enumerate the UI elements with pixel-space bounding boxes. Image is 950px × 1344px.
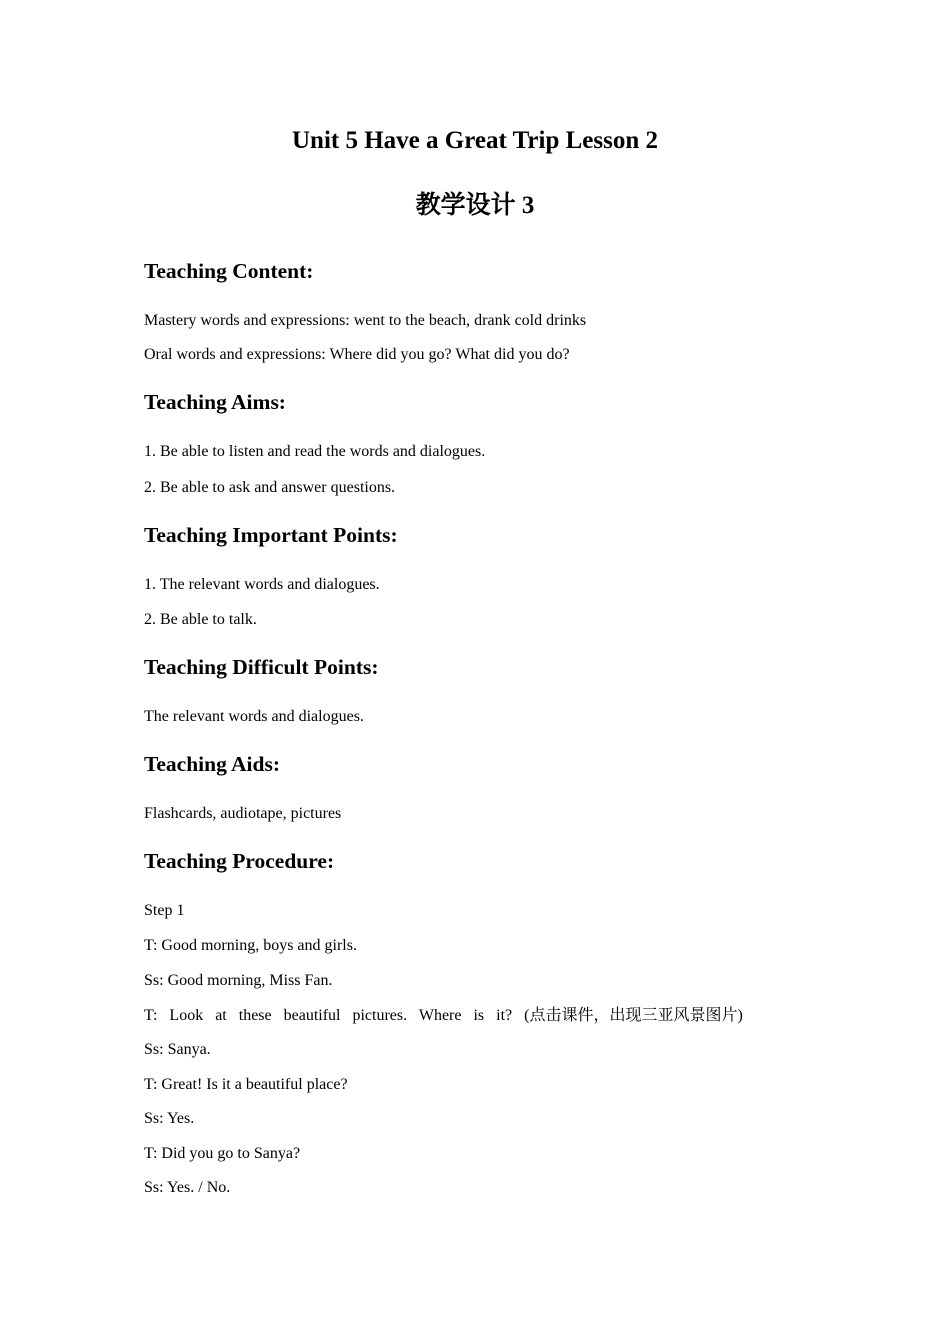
content-line: Oral words and expressions: Where did you go? What did you do? [144, 346, 570, 363]
content-line: 1. The relevant words and dialogues. [144, 576, 380, 593]
procedure-line: Ss: Sanya. [144, 1041, 211, 1058]
content-line: 1. Be able to listen and read the words and dialogues. [144, 443, 486, 460]
content-line: 2. Be able to talk. [144, 611, 257, 628]
procedure-line: T: Did you go to Sanya? [144, 1145, 301, 1162]
procedure-line: Ss: Yes. / No. [144, 1179, 231, 1196]
procedure-line: T: Good morning, boys and girls. [144, 937, 357, 954]
procedure-line: Ss: Yes. [144, 1110, 195, 1127]
content-line: Flashcards, audiotape, pictures [144, 805, 342, 822]
content-line: 2. Be able to ask and answer questions. [144, 479, 396, 496]
section-heading: Teaching Difficult Points: [144, 655, 379, 679]
section-heading: Teaching Important Points: [144, 523, 398, 547]
section-heading: Teaching Content: [144, 259, 314, 283]
procedure-line: Ss: Good morning, Miss Fan. [144, 972, 333, 989]
procedure-line: Step 1 [144, 902, 185, 919]
section-heading: Teaching Procedure: [144, 849, 335, 873]
document-title: Unit 5 Have a Great Trip Lesson 2 [292, 127, 658, 154]
content-line: The relevant words and dialogues. [144, 708, 364, 725]
content-line: Mastery words and expressions: went to the beach, drank cold drinks [144, 312, 587, 329]
procedure-line: T: Great! Is it a beautiful place? [144, 1076, 348, 1093]
document-subtitle: 教学设计 3 [415, 192, 535, 219]
procedure-line: T: Look at these beautiful pictures. Where is it? (点击课件，出现三亚风景图片) [144, 1007, 743, 1024]
section-heading: Teaching Aims: [144, 390, 286, 414]
section-heading: Teaching Aids: [144, 752, 281, 776]
